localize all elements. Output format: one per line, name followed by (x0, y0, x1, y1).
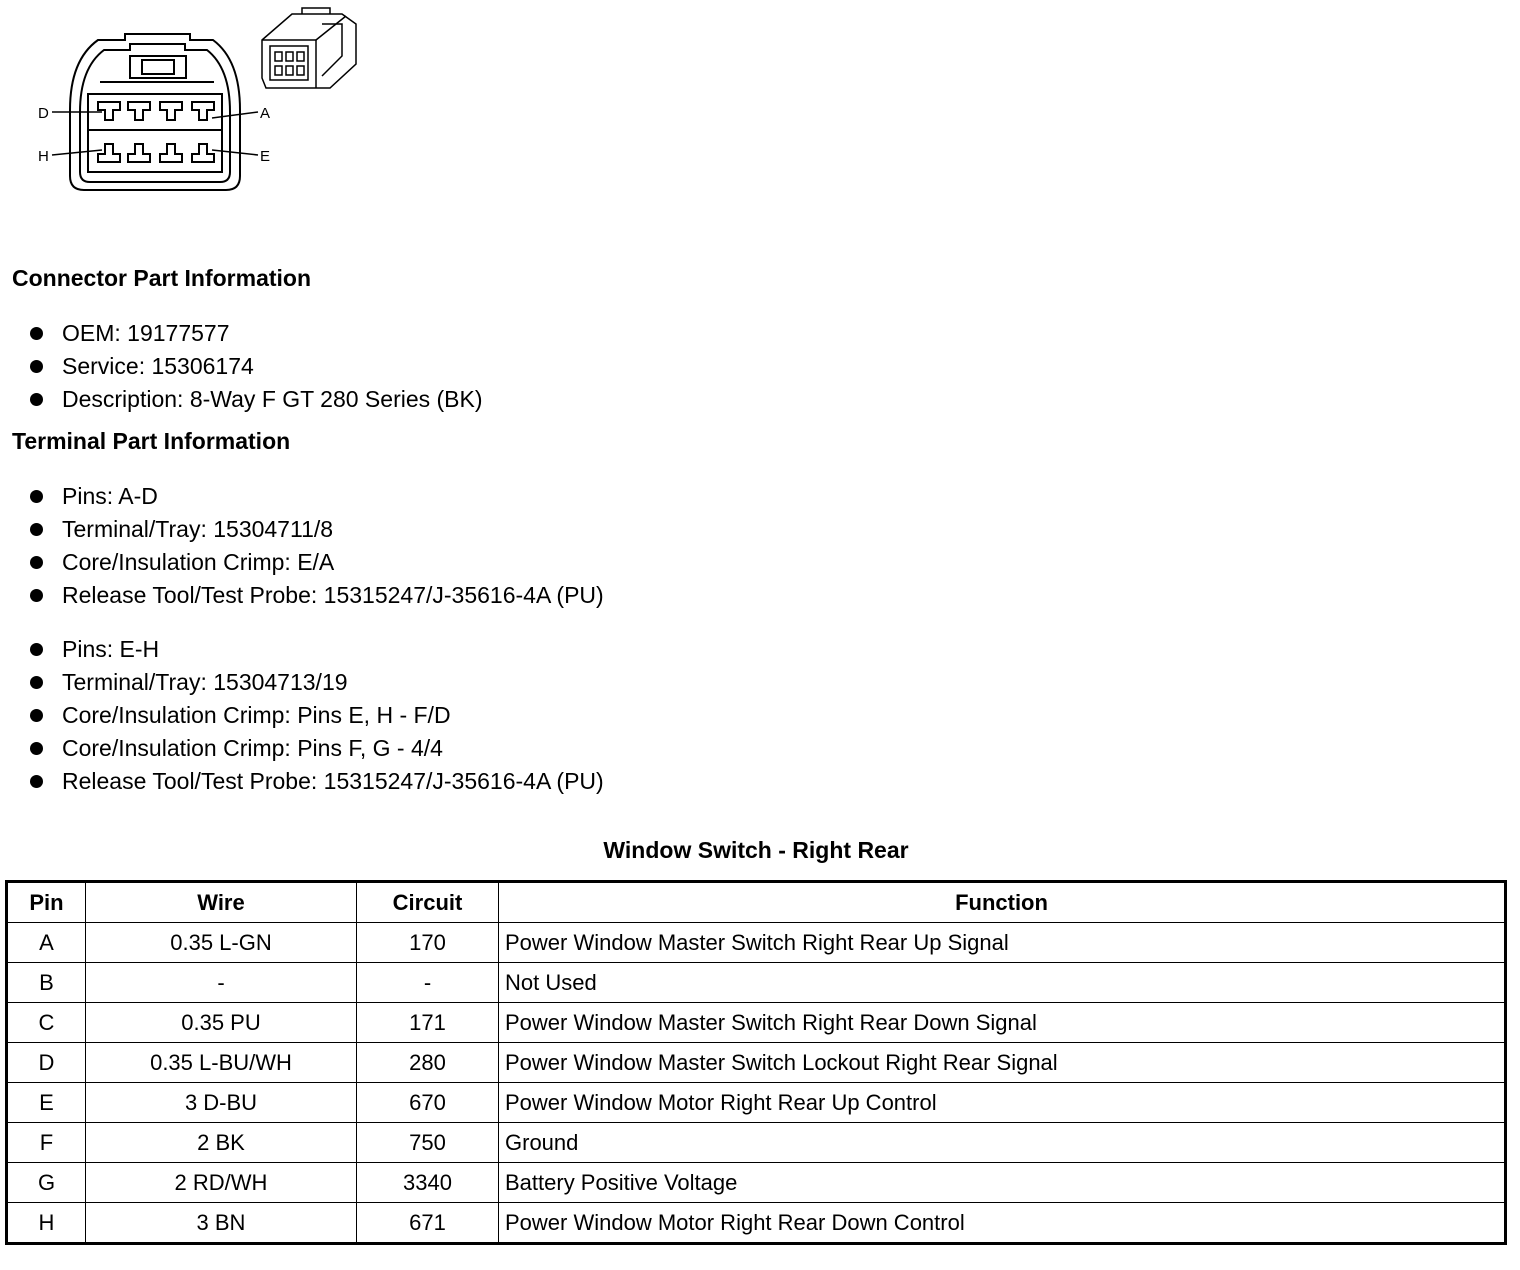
wire-cell: 0.35 L-BU/WH (86, 1043, 357, 1083)
list-item: Pins: A-D (30, 480, 604, 513)
wire-cell: 3 D-BU (86, 1083, 357, 1123)
table-row (7, 1083, 1506, 1123)
table-row (7, 1123, 1506, 1163)
pin-cell: B (7, 963, 86, 1003)
function-cell: Power Window Motor Right Rear Up Control (499, 1083, 1506, 1123)
bullet-icon (30, 742, 43, 755)
pin-cell: D (7, 1043, 86, 1083)
circuit-cell: 3340 (357, 1163, 499, 1203)
header-wire: Wire (86, 882, 357, 923)
table-caption: Window Switch - Right Rear (603, 837, 909, 863)
function-cell: Power Window Motor Right Rear Down Control (499, 1203, 1506, 1244)
circuit-cell: 170 (357, 923, 499, 963)
wire-cell: 3 BN (86, 1203, 357, 1244)
circuit-cell: 671 (357, 1203, 499, 1244)
pin-cell: E (7, 1083, 86, 1123)
pin-label-d: D (38, 105, 49, 122)
wire-cell: 0.35 L-GN (86, 923, 357, 963)
list-item: Service: 15306174 (30, 350, 483, 383)
pin-cell: F (7, 1123, 86, 1163)
table-row (7, 1163, 1506, 1203)
pin-cell: A (7, 923, 86, 963)
bullet-icon (30, 327, 43, 340)
bullet-icon (30, 490, 43, 503)
function-cell: Ground (499, 1123, 1506, 1163)
bullet-icon (30, 589, 43, 602)
wire-cell: 2 RD/WH (86, 1163, 357, 1203)
table-row (7, 923, 1506, 963)
function-cell: Not Used (499, 963, 1506, 1003)
list-item: Release Tool/Test Probe: 15315247/J-35616-4A (PU) (30, 765, 604, 798)
list-item: Terminal/Tray: 15304711/8 (30, 513, 604, 546)
pinout-table (5, 880, 1507, 1245)
terminal-cavities (98, 102, 214, 162)
bullet-icon (30, 775, 43, 788)
connector-part-list (30, 317, 483, 416)
pin-cell: G (7, 1163, 86, 1203)
pin-label-e: E (260, 148, 271, 165)
header-circuit: Circuit (357, 882, 499, 923)
header-pin: Pin (7, 882, 86, 923)
bullet-icon (30, 393, 43, 406)
list-item: Core/Insulation Crimp: Pins E, H - F/D (30, 699, 604, 732)
connector-3d-sketch (262, 8, 356, 88)
bullet-icon (30, 556, 43, 569)
list-item: OEM: 19177577 (30, 317, 483, 350)
bullet-icon (30, 643, 43, 656)
list-item: Core/Insulation Crimp: E/A (30, 546, 604, 579)
terminal-part-heading: Terminal Part Information (12, 428, 291, 454)
function-cell: Power Window Master Switch Right Rear Down Signal (499, 1003, 1506, 1043)
connector-diagram (0, 0, 380, 200)
list-item: Terminal/Tray: 15304713/19 (30, 666, 604, 699)
header-function: Function (499, 882, 1506, 923)
list-item: Release Tool/Test Probe: 15315247/J-35616-4A (PU) (30, 579, 604, 612)
circuit-cell: 171 (357, 1003, 499, 1043)
bullet-icon (30, 360, 43, 373)
terminal-part-list-eh (30, 633, 604, 798)
table-row (7, 963, 1506, 1003)
table-row (7, 1203, 1506, 1244)
table-row (7, 1043, 1506, 1083)
pin-label-a: A (260, 105, 271, 122)
pin-cell: H (7, 1203, 86, 1244)
bullet-icon (30, 709, 43, 722)
list-item: Pins: E-H (30, 633, 604, 666)
list-item: Description: 8-Way F GT 280 Series (BK) (30, 383, 483, 416)
wire-cell: - (86, 963, 357, 1003)
circuit-cell: 280 (357, 1043, 499, 1083)
list-item: Core/Insulation Crimp: Pins F, G - 4/4 (30, 732, 604, 765)
bullet-icon (30, 523, 43, 536)
wire-cell: 0.35 PU (86, 1003, 357, 1043)
table-row (7, 1003, 1506, 1043)
circuit-cell: 670 (357, 1083, 499, 1123)
pin-cell: C (7, 1003, 86, 1043)
circuit-cell: - (357, 963, 499, 1003)
table-header-row (7, 882, 1506, 923)
terminal-part-list-ad (30, 480, 604, 612)
circuit-cell: 750 (357, 1123, 499, 1163)
pin-leader-lines (52, 112, 258, 155)
wire-cell: 2 BK (86, 1123, 357, 1163)
function-cell: Power Window Master Switch Lockout Right Rear Signal (499, 1043, 1506, 1083)
connector-part-heading: Connector Part Information (12, 265, 312, 291)
bullet-icon (30, 676, 43, 689)
pin-label-h: H (38, 148, 49, 165)
function-cell: Power Window Master Switch Right Rear Up Signal (499, 923, 1506, 963)
function-cell: Battery Positive Voltage (499, 1163, 1506, 1203)
